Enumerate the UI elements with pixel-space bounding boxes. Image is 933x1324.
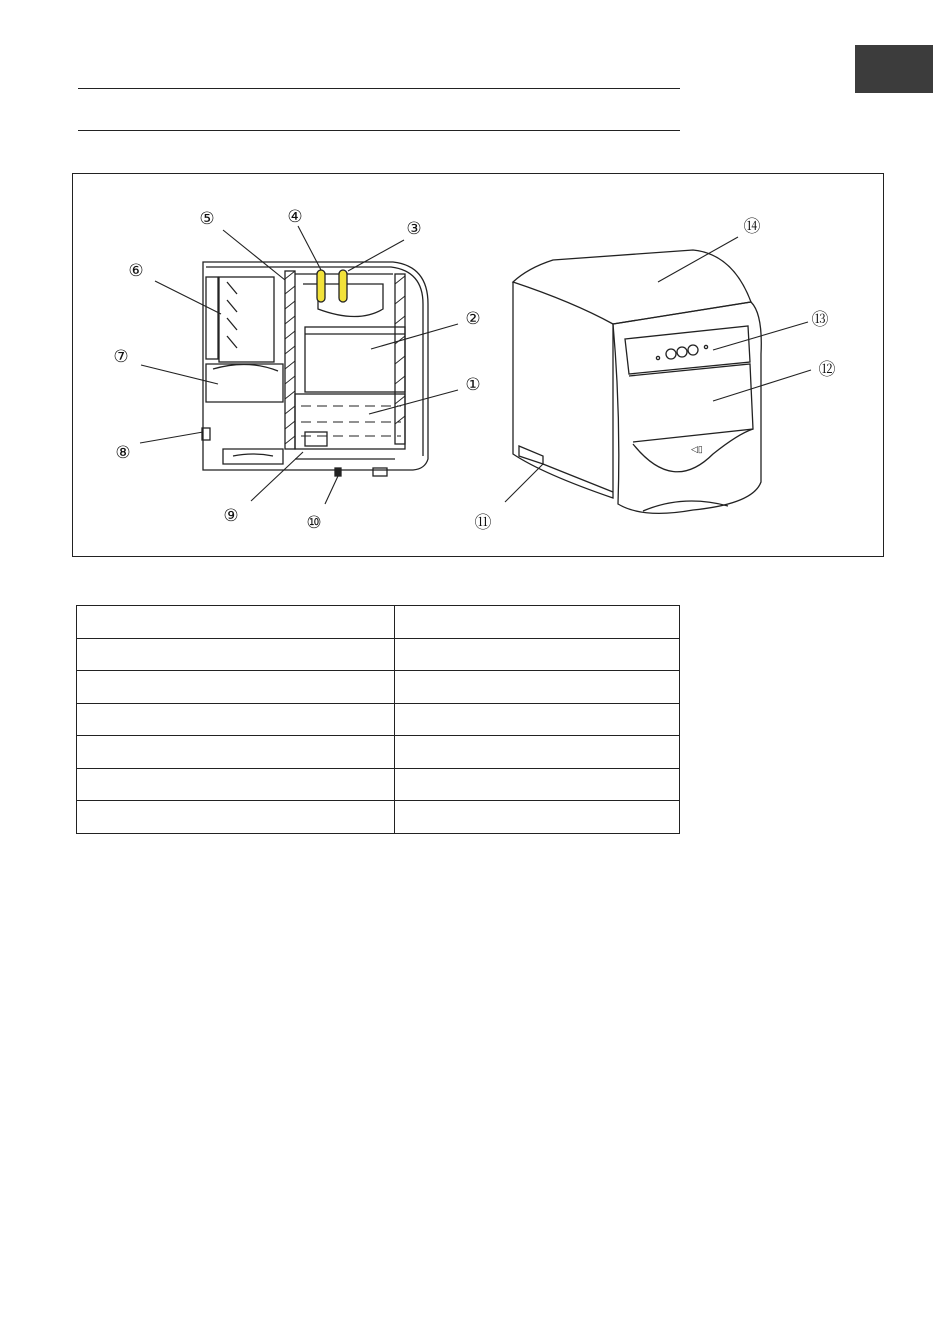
- callout-10: ⑩: [306, 513, 322, 533]
- callout-14: ⑭: [743, 217, 761, 237]
- header-rule-bottom: [78, 130, 680, 131]
- table-row: [77, 703, 680, 736]
- callout-12: ⑫: [818, 360, 836, 380]
- svg-text:◁▯: ◁▯: [691, 444, 703, 454]
- callout-5: ⑤: [199, 209, 215, 229]
- table-cell: [395, 606, 680, 639]
- table-cell: [395, 703, 680, 736]
- header-rule-top: [78, 88, 680, 89]
- cutaway-view: [202, 262, 428, 476]
- callout-4: ④: [287, 207, 303, 227]
- parts-table: [76, 605, 680, 834]
- callout-8: ⑧: [115, 443, 131, 463]
- table-cell: [395, 736, 680, 769]
- table-row: [77, 736, 680, 769]
- callout-1: ①: [465, 375, 481, 395]
- table-cell: [77, 703, 395, 736]
- table-row: [77, 768, 680, 801]
- table-cell: [77, 606, 395, 639]
- exterior-view: [513, 250, 761, 513]
- table-cell: [395, 801, 680, 834]
- table-cell: [77, 801, 395, 834]
- table-cell: [77, 736, 395, 769]
- table-row: [77, 671, 680, 704]
- table-cell: [395, 671, 680, 704]
- product-diagram: [72, 173, 884, 557]
- table-cell: [395, 768, 680, 801]
- table-cell: [395, 638, 680, 671]
- table-row: [77, 801, 680, 834]
- ice-maker-illustration: [73, 174, 885, 558]
- callout-9: ⑨: [223, 506, 239, 526]
- vent-slots: [227, 282, 237, 348]
- callout-11: ⑪: [474, 513, 492, 533]
- callout-13: ⑬: [811, 310, 829, 330]
- table-cell: [77, 671, 395, 704]
- table-row: [77, 606, 680, 639]
- callout-3: ③: [406, 219, 422, 239]
- callout-2: ②: [465, 309, 481, 329]
- callout-6: ⑥: [128, 261, 144, 281]
- callout-7: ⑦: [113, 347, 129, 367]
- table-cell: [77, 638, 395, 671]
- language-tab: [855, 45, 933, 93]
- table-row: [77, 638, 680, 671]
- table-cell: [77, 768, 395, 801]
